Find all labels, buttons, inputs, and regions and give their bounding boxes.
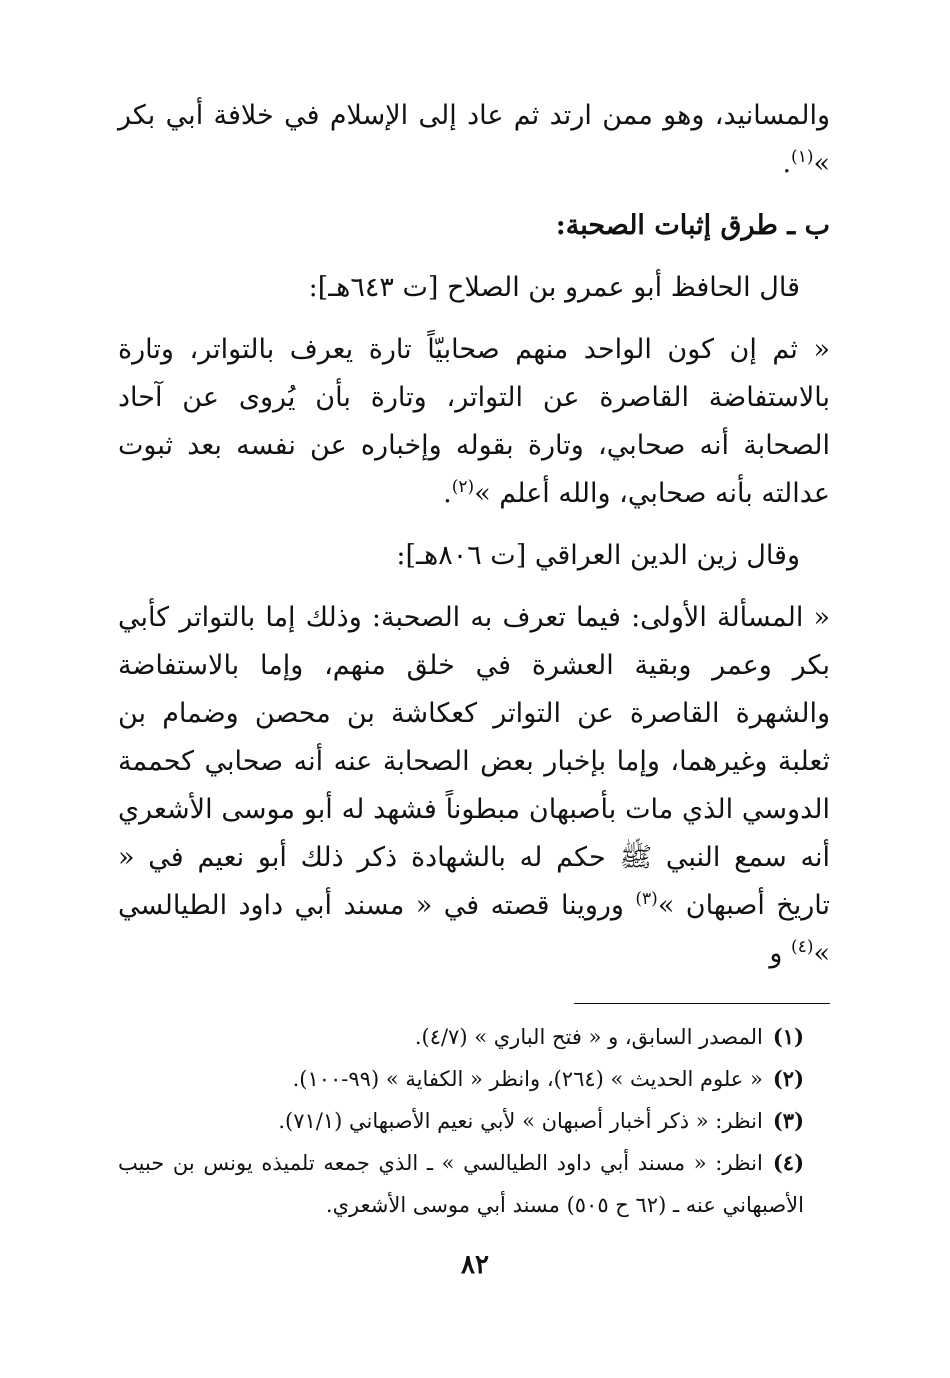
footnote-ref[interactable]: (٢) xyxy=(451,477,475,497)
section-heading: ب ـ طرق إثبات الصحبة: xyxy=(555,210,830,241)
footnote-ref[interactable]: (١) xyxy=(791,147,814,167)
quote-text: « ثم إن كون الواحد منهم صحابيّاً تارة يعرف بالتواتر، وتارة بالاستفاضة القاصرة عن التواتر، وتارة بأن يُروى عن آحاد الصحابة أنه صحابي، وتارة بقوله وإخباره عن نفسه بعد ثبوت عدالته بأنه صحابي، والله أعلم » xyxy=(118,334,830,509)
citation-intro: قال الحافظ أبو عمرو بن الصلاح [ت ٦٤٣هـ]: xyxy=(308,272,800,303)
footnote-number: (١) xyxy=(772,1024,804,1049)
main-text xyxy=(118,92,830,978)
footnote xyxy=(118,1016,830,1058)
footnote-number: (٤) xyxy=(772,1150,804,1175)
footnote-divider xyxy=(574,1003,830,1004)
footnote-ref[interactable]: (٤) xyxy=(791,937,814,957)
quote-text: وروينا قصته في « مسند أبي داود الطيالسي » xyxy=(118,890,830,969)
page-number: ٨٢ xyxy=(461,1250,489,1280)
footnotes xyxy=(118,1016,830,1226)
footnote xyxy=(118,1142,830,1226)
quote-text: « المسألة الأولى: فيما تعرف به الصحبة: وذلك إما بالتواتر كأبي بكر وعمر وبقية العشرة في خلق منهم، وإما بالاستفاضة والشهرة القاصرة عن التواتر كعكاشة بن محصن وضمام بن ثعلبة وغيرهما، وإما بإخبار بعض الصحابة عنه أنه صحابي كحممة الدوسي الذي مات بأصبهان مبطوناً فشهد له أبو موسى الأشعري أنه سمع النبي ﷺ حكم له بالشهادة ذكر ذلك أبو نعيم في « تاريخ أصبهان » xyxy=(118,602,830,921)
footnote-text: انظر: « ذكر أخبار أصبهان » لأبي نعيم الأصبهاني (٧١/١). xyxy=(278,1109,763,1133)
footnote-number: (٣) xyxy=(772,1108,804,1133)
paragraph-continuation: والمسانيد، وهو ممن ارتد ثم عاد إلى الإسلام في خلافة أبي بكر »$^{(١)}$. xyxy=(118,100,830,179)
footnote xyxy=(118,1058,830,1100)
quote-iraqi: « المسألة الأولى: فيما تعرف به الصحبة: وذلك إما بالتواتر كأبي بكر وعمر وبقية العشرة في خلق منهم، وإما بالاستفاضة والشهرة القاصرة عن التواتر كعكاشة بن محصن وضمام بن ثعلبة وغيرهما، وإما بإخبار بعض الصحابة عنه أنه صحابي كحممة الدوسي الذي مات بأصبهان مبطوناً فشهد له أبو موسى الأشعري أنه سمع النبي ﷺ حكم له بالشهادة ذكر ذلك أبو نعيم في « تاريخ أصبهان »$^{(٣)}$ وروينا قصته في « مسند أبي داود الطيالسي »$^{(٤)}$ و xyxy=(118,602,830,969)
footnote xyxy=(118,1100,830,1142)
footnote-text: انظر: « مسند أبي داود الطيالسي » ـ الذي جمعه تلميذه يونس بن حبيب الأصبهاني عنه ـ (٦٢ ح ٥٠٥) مسند أبي موسى الأشعري. xyxy=(118,1151,804,1217)
paragraph-text: والمسانيد، وهو ممن ارتد ثم عاد إلى الإسلام في خلافة أبي بكر » xyxy=(118,100,830,179)
footnote-number: (٢) xyxy=(772,1066,804,1091)
footnote-text: المصدر السابق، و « فتح الباري » (٤/٧). xyxy=(414,1025,763,1049)
footnote-text: « علوم الحديث » (٢٦٤)، وانظر « الكفاية » (٩٩-١٠٠). xyxy=(292,1067,763,1091)
citation-intro: وقال زين الدين العراقي [ت ٨٠٦هـ]: xyxy=(396,540,800,571)
quote-ibn-salah: « ثم إن كون الواحد منهم صحابيّاً تارة يعرف بالتواتر، وتارة بالاستفاضة القاصرة عن التواتر، وتارة بأن يُروى عن آحاد الصحابة أنه صحابي، وتارة بقوله وإخباره عن نفسه بعد ثبوت عدالته بأنه صحابي، والله أعلم »$^{(٢)}$. xyxy=(118,334,830,509)
footnote-ref[interactable]: (٣) xyxy=(635,889,658,909)
